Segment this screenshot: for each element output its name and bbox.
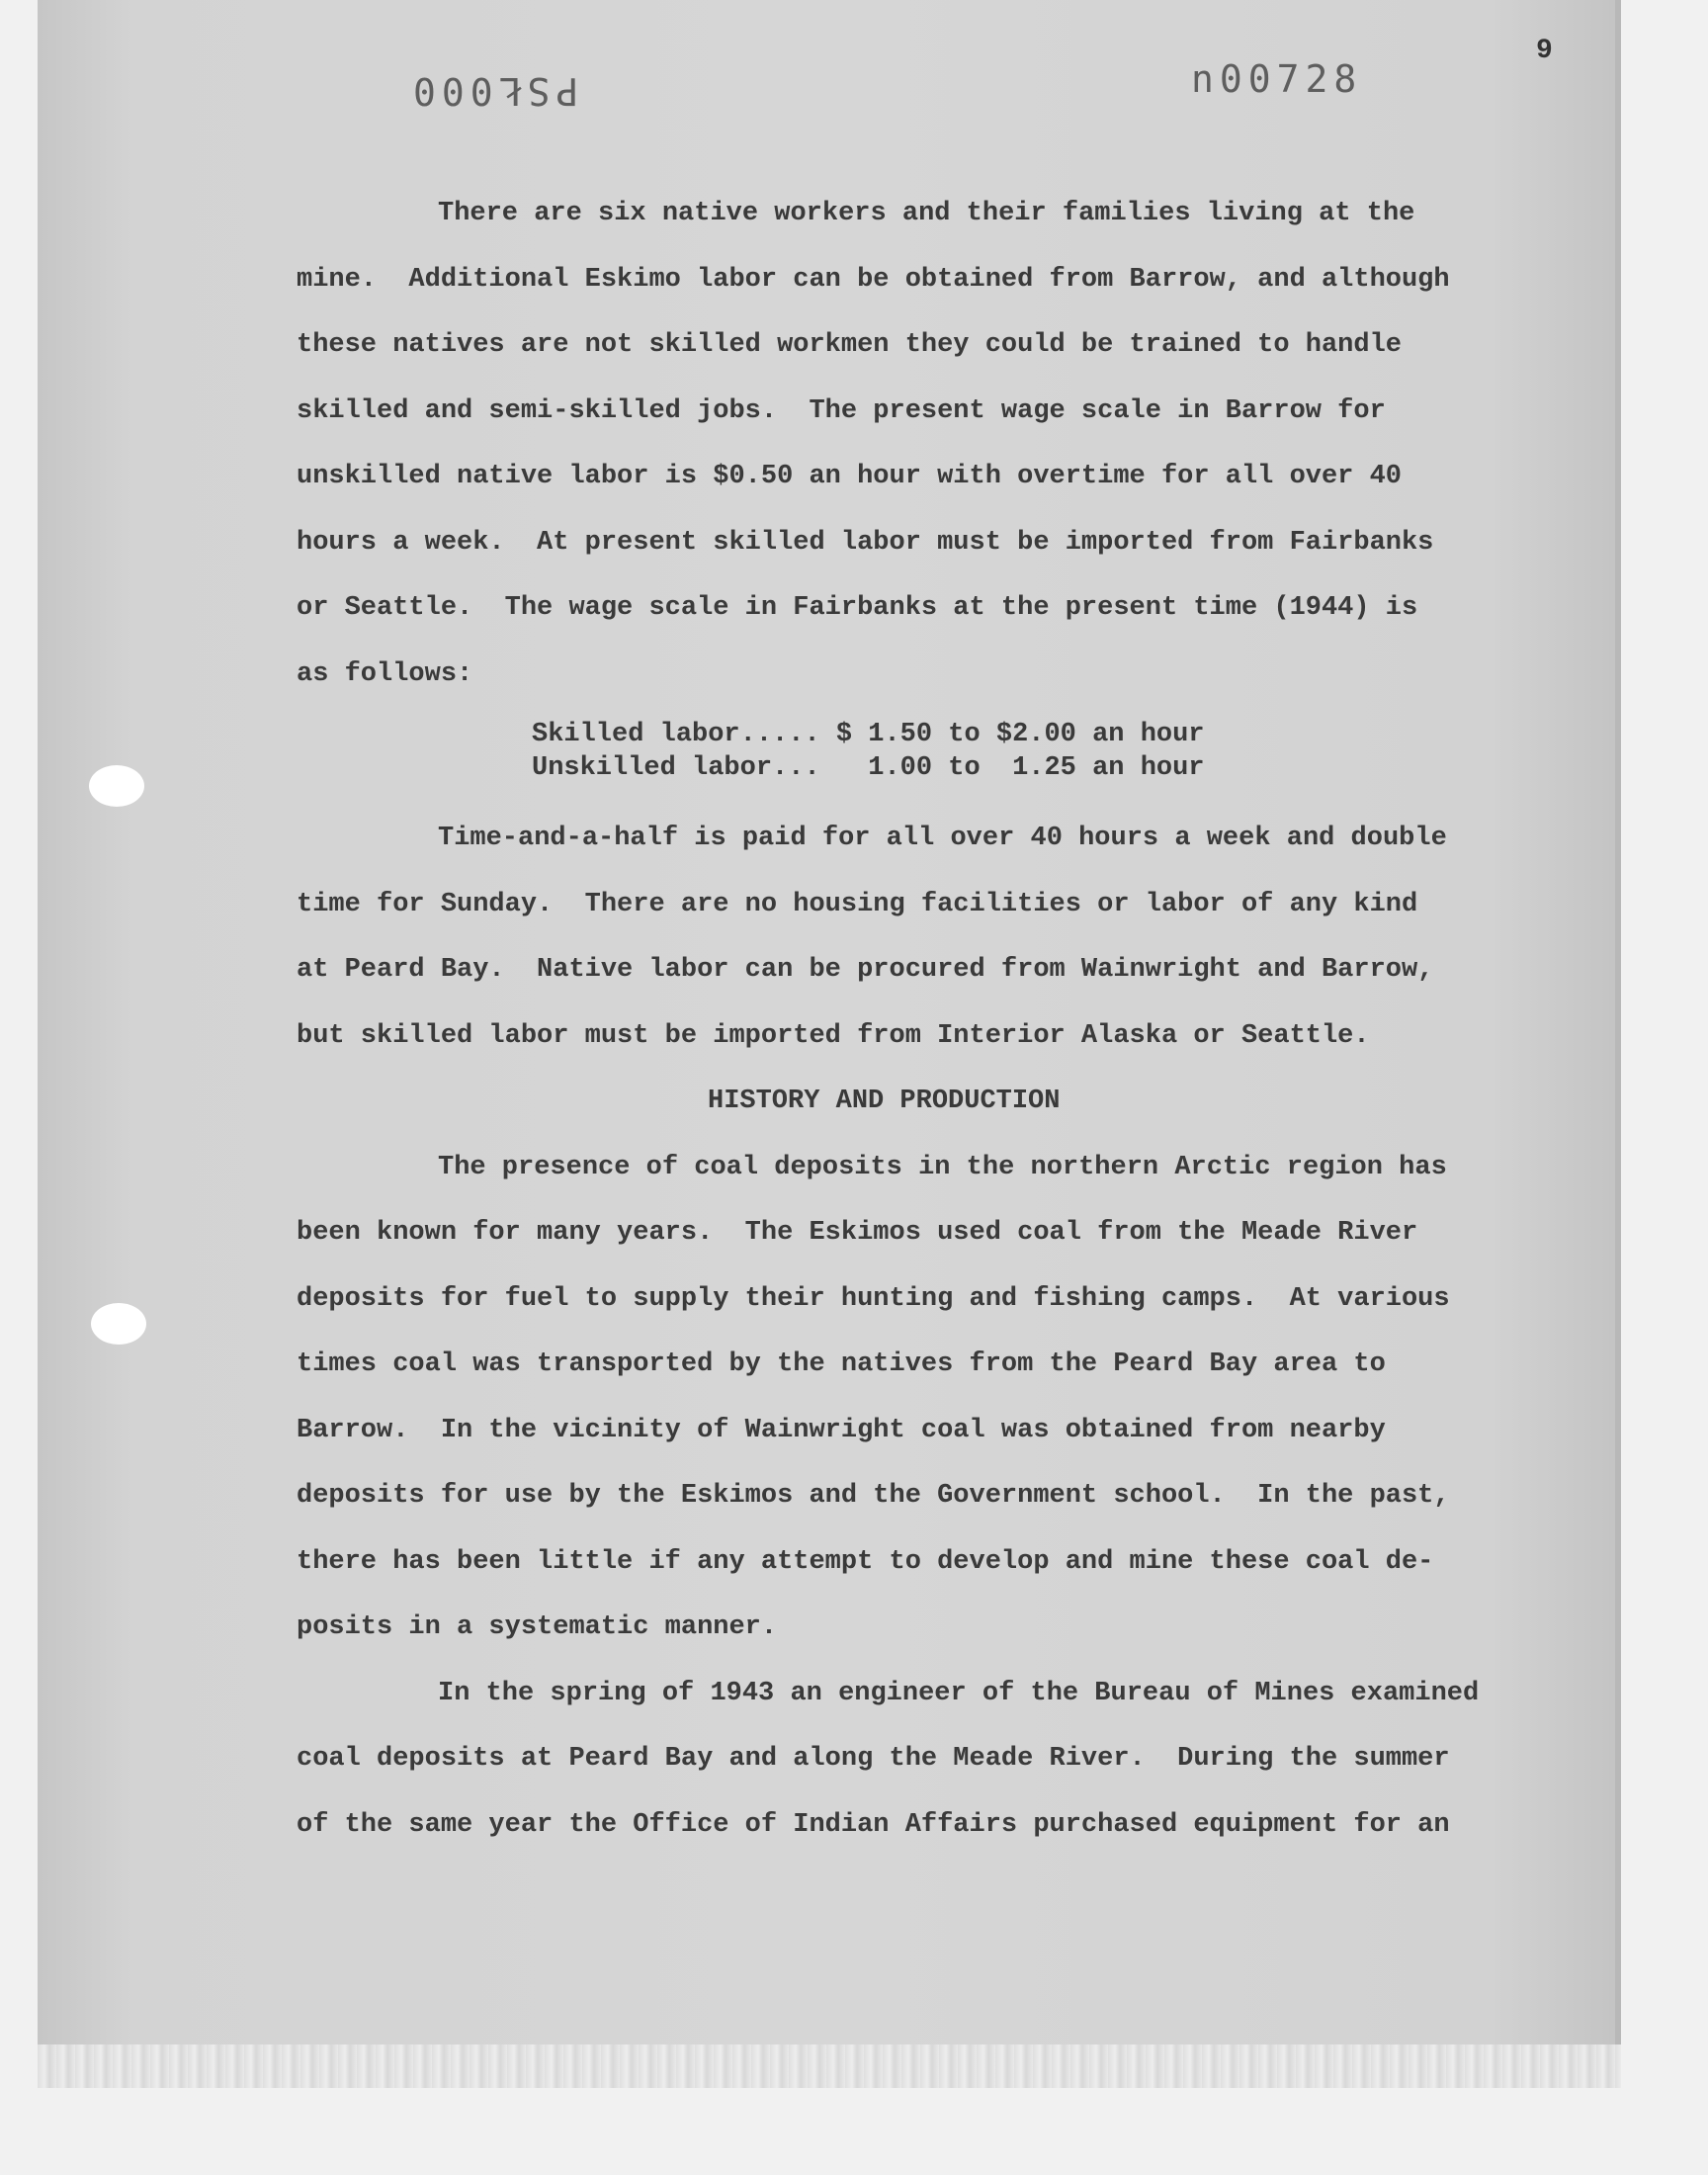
- text-line: The presence of coal deposits in the northern Arctic region has: [438, 1152, 1447, 1182]
- text-line: these natives are not skilled workmen they could be trained to handle: [297, 330, 1402, 360]
- text-line: There are six native workers and their families living at the: [438, 199, 1415, 228]
- paragraph-1: [297, 190, 1522, 716]
- wage-row-skilled: Skilled labor..... $ 1.50 to $2.00 an hour: [532, 720, 1205, 749]
- text-line: Barrow. In the vicinity of Wainwright coal was obtained from nearby: [297, 1415, 1386, 1445]
- text-line: of the same year the Office of Indian Affairs purchased equipment for an: [297, 1809, 1450, 1840]
- paragraph-4: [297, 1670, 1522, 1868]
- sheet-edge: [1615, 0, 1621, 2044]
- scan-bottom-artifact: [38, 2044, 1621, 2088]
- punch-hole-icon: [91, 1303, 146, 1345]
- text-line: as follows:: [297, 658, 473, 689]
- text-line: posits in a systematic manner.: [297, 1612, 778, 1642]
- text-line: unskilled native labor is $0.50 an hour with overtime for all over 40: [297, 462, 1402, 491]
- text-line: Time-and-a-half is paid for all over 40 hours a week and double: [438, 824, 1447, 853]
- text-line: or Seattle. The wage scale in Fairbanks at the present time (1944) is: [297, 593, 1418, 623]
- text-line: at Peard Bay. Native labor can be procured from Wainwright and Barrow,: [297, 955, 1434, 985]
- wage-row-unskilled: Unskilled labor... 1.00 to 1.25 an hour: [532, 753, 1205, 783]
- text-line: skilled and semi-skilled jobs. The present wage scale in Barrow for: [297, 395, 1386, 426]
- page-body: [297, 190, 1522, 1867]
- text-line: hours a week. At present skilled labor must be imported from Fairbanks: [297, 527, 1434, 558]
- page-number: 9: [1536, 36, 1553, 66]
- text-line: times coal was transported by the natives from the Peard Bay area to: [297, 1349, 1386, 1379]
- paragraph-3: [297, 1144, 1522, 1670]
- punch-hole-icon: [89, 765, 144, 807]
- section-heading: HISTORY AND PRODUCTION: [708, 1087, 1061, 1116]
- stamp-number: n00728: [1191, 57, 1363, 101]
- text-line: coal deposits at Peard Bay and along the Meade River. During the summer: [297, 1744, 1450, 1774]
- text-line: time for Sunday. There are no housing facilities or labor of any kind: [297, 889, 1418, 919]
- wage-table: [297, 718, 1522, 815]
- text-line: In the spring of 1943 an engineer of the Bureau of Mines examined: [438, 1678, 1480, 1708]
- text-line: there has been little if any attempt to develop and mine these coal de-: [297, 1546, 1434, 1577]
- paragraph-2: [297, 815, 1522, 1078]
- text-line: but skilled labor must be imported from Interior Alaska or Seattle.: [297, 1020, 1370, 1051]
- stamp-number-inverted: PSŁ000: [407, 69, 579, 113]
- text-line: deposits for fuel to supply their hunting and fishing camps. At various: [297, 1283, 1450, 1314]
- text-line: mine. Additional Eskimo labor can be obtained from Barrow, and although: [297, 264, 1450, 295]
- text-line: deposits for use by the Eskimos and the Government school. In the past,: [297, 1481, 1450, 1511]
- text-line: been known for many years. The Eskimos used coal from the Meade River: [297, 1218, 1418, 1248]
